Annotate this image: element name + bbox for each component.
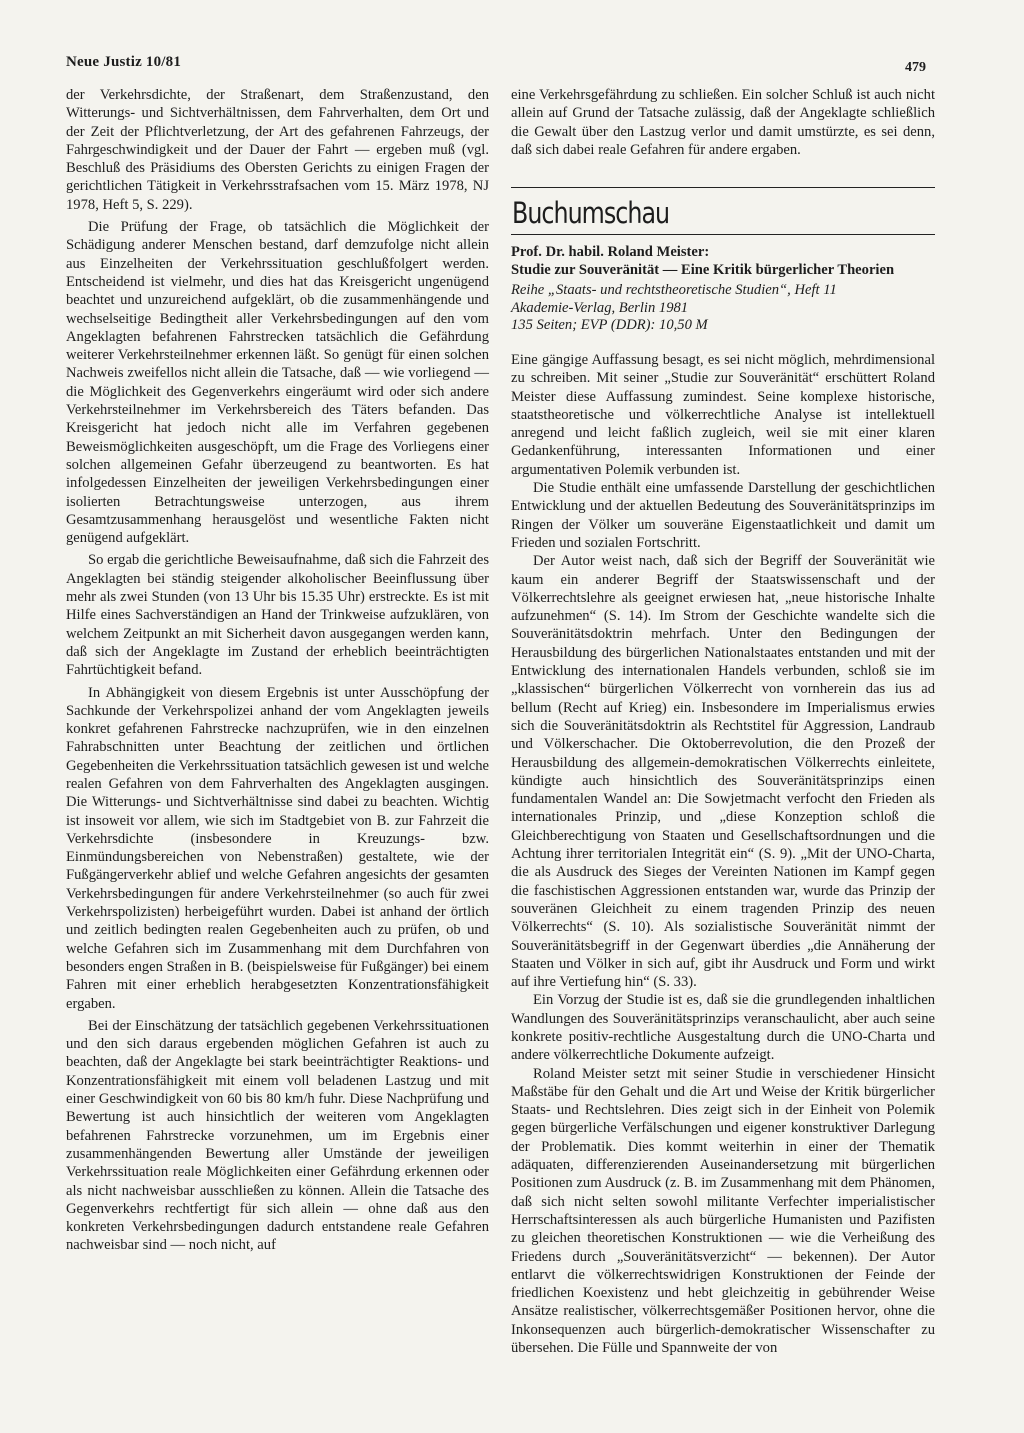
publication-line: Akademie-Verlag, Berlin 1981 — [511, 299, 689, 316]
book-review-header — [511, 244, 935, 335]
review-body — [511, 351, 935, 1357]
page-number: 479 — [905, 60, 926, 75]
paragraph: der Verkehrsdichte, der Straßenart, dem Straßenzustand, den Witterungs- und Sichtverhältnissen, dem Fahrverhalten, dem Ort und der Zeit der Pflichtverletzung, der Art des gefahrenen Fahrzeugs, der Fahrgeschwindigkeit und der Dauer der Fahrt — ergeben muß (vgl. Beschluß des Präsidiums des Obersten Gerichts zu einigen Fragen der gerichtlichen Tätigkeit in Verkehrsstrafsachen vom 15. März 1978, NJ 1978, Heft 5, S. 229). — [66, 87, 489, 213]
review-publication-info — [511, 282, 935, 335]
publication-line: 135 Seiten; EVP (DDR): 10,50 M — [511, 317, 708, 334]
paragraph: Ein Vorzug der Studie ist es, daß sie die grundlegenden inhaltlichen Wandlungen des Souveränitätsprinzips veranschaulicht, aber auch seine konkrete positiv-rechtliche Ausgestaltung durch die UNO-Charta und andere völkerrechtliche Dokumente aufzeigt. — [511, 992, 935, 1064]
paragraph: Die Studie enthält eine umfassende Darstellung der geschichtlichen Entwicklung und der aktuellen Bedeutung des Souveränitätsprinzips im Ringen der Völker um souveräne Eigenstaatlichkeit und damit um Frieden und sozialen Fortschritt. — [511, 480, 935, 551]
paragraph: Roland Meister setzt mit seiner Studie in verschiedener Hinsicht Maßstäbe für den Gehalt und die Art und Weise der Kritik bürgerlicher Staats- und Rechtslehren. Dies zeigt sich in der Einheit von Polemik gegen bürgerliche Verfälschungen und eigener konstruktiver Darlegung der Problematik. Dies kommt weiterhin in einer der Thematik adäquaten, differenzierenden Auseinandersetzung mit bürgerlichen Positionen zum Ausdruck (z. B. im Zusammenhang mit dem Phänomen, daß sich nicht selten sowohl militante Verfechter imperialistischer Herrschaftsinteressen als auch bürgerliche Humanisten und Pazifisten zu gleichen theoretischen Konstruktionen — wie die Verheißung des Friedens durch „Souveränitätsverzicht“ — bekennen). Der Autor entlarvt die völkerrechtswidrigen Konstruktionen der Feinde der friedlichen Koexistenz und hebt gleichzeitig in gebührender Weise Ansätze realistischer, völkerrechtsgemäßer Positionen hervor, ohne die Inkonsequenzen auch bürgerlich-demokratischer Wissenschafter zu übersehen. Die Fülle und Spannweite der von — [511, 1065, 935, 1357]
right-column-continuation — [511, 86, 935, 159]
journal-header: Neue Justiz 10/81 — [66, 54, 182, 70]
publication-line: Reihe „Staats- und rechtstheoretische Studien“, Heft 11 — [511, 282, 837, 299]
paragraph: Die Prüfung der Frage, ob tatsächlich die Möglichkeit der Schädigung anderer Menschen bestand, darf demzufolge nicht allein aus Einzelheiten der Verkehrssituation geschlußfolgert werden. Entscheidend ist vielmehr, und dies hat das Kreisgericht ungenügend beachtet und unzureichend aufgeklärt, ob die zusammenhängende und wechselseitige Bedingtheit aller Verkehrsbedingungen auf den vom Angeklagten befahrenen Fahrstrecken tatsächlich die Gefährdung weiterer Verkehrsteilnehmer erkennen läßt. So genügt für einen solchen Nachweis zweifellos nicht allein die Tatsache, daß — wie vorliegend — die Möglichkeit des Gegenverkehrs eingeräumt wird oder sich andere Verkehrsteilnehmer im Verkehrsbereich des Täters befanden. Das Kreisgericht hat jedoch nicht alle im Verfahren gegebenen Beweismöglichkeiten ausgeschöpft, um die Frage des Vorliegens einer solchen allgemeinen Gefahr überzeugend zu beantworten. Es hat infolgedessen Einzelheiten der jeweiligen Verkehrsbedingungen einer isolierten Betrachtungsweise unterzogen, aus ihrem Gesamtzusammenhang herausgelöst und wesentliche Fakten nicht genügend aufgeklärt. — [66, 219, 489, 547]
section-title: Buchumschau — [512, 196, 670, 230]
paragraph: Der Autor weist nach, daß sich der Begriff der Souveränität wie kaum ein anderer Begriff der Staatswissenschaft und der Völkerrechtslehre als geeignet erwiesen hat, „neue historische Inhalte aufzunehmen“ (S. 14). Im Strom der Geschichte wandelte sich die Souveränitätsdoktrin mehrfach. Unter den Bedingungen der Herausbildung des bürgerlichen Nationalstaates entstanden und mit der Entwicklung des internationalen Handels verbunden, schloß sie im „klassischen“ bürgerlichen Völkerrecht von vornherein das ius ad bellum (Recht auf Krieg) ein. Insbesondere im Imperialismus erwies sich die Souveränitätsdoktrin als Rechtstitel für Aggression, Landraub und Völkerschacher. Die Oktoberrevolution, die den Prozeß der Herausbildung des allgemein-demokratischen Völkerrechts einleitete, kündigte auch hinsichtlich des Souveränitätsprinzips einen fundamentalen Wandel an: Die Sowjetmacht verfocht den Frieden als internationales Prinzip, und „diese Konzeption schloß die Gleichberechtigung von Staaten und Gesellschaftsordnungen und die Achtung ihrer territorialen Integrität ein“ (S. 9). „Mit der UNO-Charta, die als Ausdruck des Sieges der Vereinten Nationen im Kampf gegen die faschistischen Aggressionen entstanden war, wurde das Prinzip der souveränen Gleichheit zu einem tragenden Prinzip des neuen Völkerrechts“ (S. 10). Als sozialistische Souveränität nimmt der Souveränitätsbegriff in der Gegenwart überdies „die Annäherung der Staaten und Völker in sich auf, gibt ihr Ausdruck und Form und wirkt auf ihre Vertiefung hin“ (S. 33). — [511, 553, 935, 991]
paragraph: Bei der Einschätzung der tatsächlich gegebenen Verkehrssituationen und den sich daraus ergebenden möglichen Gefahren ist auch zu beachten, daß der Angeklagte bei stark beeinträchtigter Reaktions- und Konzentrationsfähigkeit mit einem voll beladenen Lastzug und mit einer Geschwindigkeit von 60 bis 80 km/h fuhr. Diese Nachprüfung und Bewertung ist auch hinsichtlich der weiteren vom Angeklagten befahrenen Fahrstrecke vorzunehmen, um im Ergebnis einer zusammenhängenden Bewertung aller Umstände der jeweiligen Verkehrssituation reale Möglichkeiten einer Gefährdung erkennen oder als nicht nachweisbar ausschließen zu können. Allein die Tatsache des Gegenverkehrs rechtfertigt für sich allein — ohne daß aus den konkreten Verkehrsbedingungen dadurch entstandene reale Gefahren nachweisbar sind — noch nicht, auf — [66, 1017, 489, 1254]
paragraph: In Abhängigkeit von diesem Ergebnis ist unter Ausschöpfung der Sachkunde der Verkehrspolizei anhand der vom Angeklagten jeweils konkret gefahrenen Fahrstrecke nachzuprüfen, wie in den einzelnen Fahrabschnitten unter Beachtung der zeitlichen und örtlichen Gegebenheiten die Verkehrssituation tatsächlich gewesen ist und welche realen Gefahren von dem Fahrverhalten des Angeklagten ausgingen. Die Witterungs- und Sichtverhältnisse sind dabei zu beachten. Wichtig ist insoweit vor allem, wie sich im Stadtgebiet von B. zur Fahrzeit die Verkehrsdichte (insbesondere in Kreuzungs- bzw. Einmündungsbereichen von Nebenstraßen) gestaltete, wie der Fußgängerverkehr ablief und welche Gefahren angesichts der gesamten Verkehrsbedingungen für andere Verkehrsteilnehmer (so auch für zwei Verkehrspolizisten) herbeigeführt wurden. Dabei ist anhand der örtlich und zeitlich bedingten realen Gegebenheiten auch zu prüfen, ob und welche Gefahren sich im Zusammenhang mit dem Durchfahren von besonders engen Straßen in B. (beispielsweise für Fußgänger) bei einem Fahren mit einer erheblich herabgesetzten Konzentrationsfähigkeit ergaben. — [66, 684, 489, 1012]
section-rule-bottom — [511, 234, 935, 235]
section-rule-top — [511, 187, 935, 188]
left-column — [66, 86, 489, 1255]
paragraph: Eine gängige Auffassung besagt, es sei nicht möglich, mehrdimensional zu schreiben. Mit seiner „Studie zur Souveränität“ erschüttert Roland Meister diese Auffassung zumindest. Seine komplexe historische, staatstheoretische und völkerrechtliche Analyse ist intellektuell anregend und leicht faßlich zugleich, weil sie mit einer klaren Gedankenführung, interessanten Informationen und einer argumentativen Polemik verbunden ist. — [511, 352, 935, 478]
review-author: Prof. Dr. habil. Roland Meister: — [511, 244, 710, 260]
paragraph: So ergab die gerichtliche Beweisaufnahme, daß sich die Fahrzeit des Angeklagten bei ständig steigender alkoholischer Beeinflussung über mehr als zwei Stunden (von 13 Uhr bis 15.35 Uhr) erstreckte. Es ist mit Hilfe eines Sachverständigen an Hand der Trinkweise aufzuklären, von welchem Zeitpunkt an mit Sicherheit davon ausgegangen werden kann, daß sich der Angeklagte im Zustand der erheblich beeinträchtigten Fahrtüchtigkeit befand. — [66, 552, 489, 679]
review-book-title: Studie zur Souveränität — Eine Kritik bürgerlicher Theorien — [511, 261, 895, 278]
paragraph: eine Verkehrsgefährdung zu schließen. Ein solcher Schluß ist auch nicht allein auf Grund der Tatsache zulässig, daß der Angeklagte schließlich die Gewalt über den Lastzug verlor und damit umstürzte, es sei denn, daß sich dabei reale Gefahren für andere ergaben. — [511, 87, 935, 158]
